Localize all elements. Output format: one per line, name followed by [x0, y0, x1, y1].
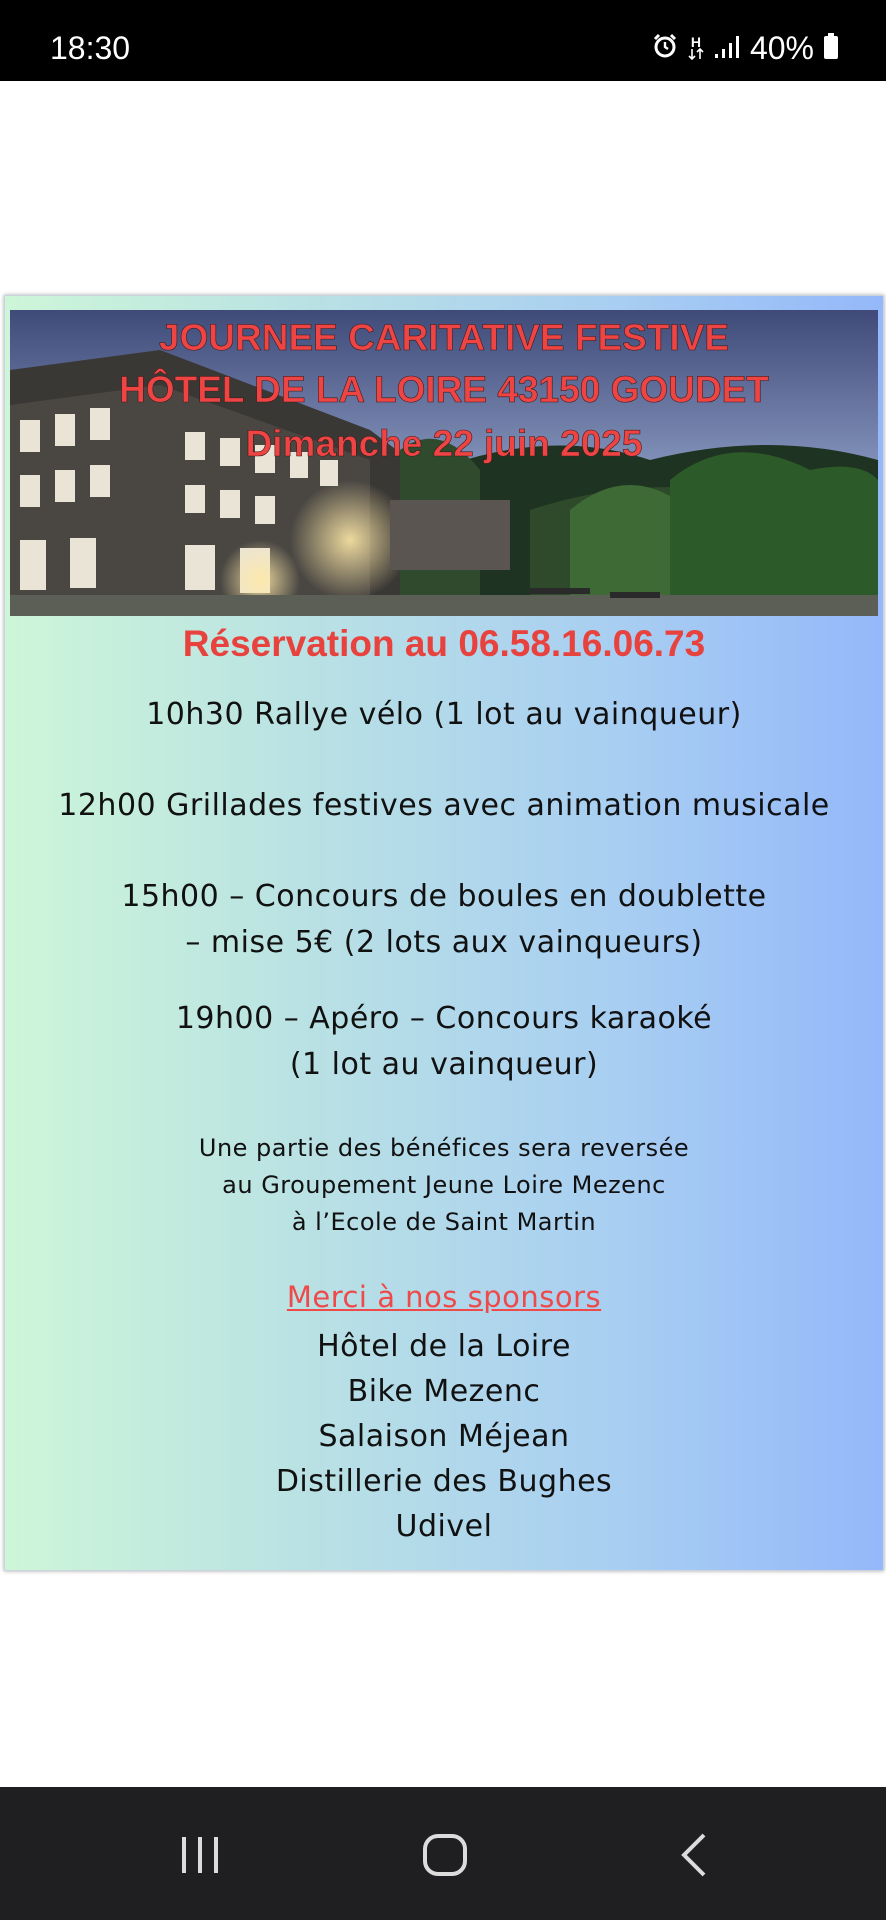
charity-note-line-1: Une partie des bénéfices sera reversée: [198, 1134, 690, 1162]
schedule-item-boules-detail: – mise 5€ (2 lots aux vainqueurs): [185, 925, 703, 960]
event-poster: [4, 295, 884, 1571]
hotel-photo: [10, 310, 878, 616]
back-button[interactable]: [666, 1831, 726, 1879]
signal-icon: [714, 34, 740, 62]
poster-title-line-1: JOURNEE CARITATIVE FESTIVE: [158, 317, 730, 358]
sponsor-item: Salaison Méjean: [318, 1419, 570, 1454]
status-bar: [0, 0, 886, 81]
sponsor-item: Distillerie des Bughes: [275, 1464, 613, 1499]
network-h-icon: H: [688, 36, 704, 61]
sponsor-item: Bike Mezenc: [347, 1374, 541, 1409]
reservation-phone: Réservation au 06.58.16.06.73: [182, 623, 706, 664]
home-button[interactable]: [416, 1831, 476, 1879]
charity-note-line-3: à l’Ecole de Saint Martin: [291, 1208, 597, 1236]
status-icons: [652, 30, 838, 66]
schedule-item-rallye: 10h30 Rallye vélo (1 lot au vainqueur): [146, 697, 742, 732]
recent-apps-icon: [170, 1831, 230, 1879]
schedule-item-grillades: 12h00 Grillades festives avec animation musicale: [58, 788, 830, 823]
navigation-bar: [0, 1787, 886, 1920]
sponsor-item: Hôtel de la Loire: [317, 1329, 571, 1364]
alarm-icon: [652, 33, 678, 63]
battery-icon: [824, 33, 838, 63]
status-time: 18:30: [50, 30, 131, 66]
poster-title-line-2: HÔTEL DE LA LOIRE 43150 GOUDET: [119, 369, 769, 410]
schedule-item-apero-detail: (1 lot au vainqueur): [289, 1047, 599, 1082]
sponsor-item: Udivel: [395, 1509, 493, 1544]
back-chevron-icon: [666, 1831, 726, 1879]
home-icon: [416, 1831, 476, 1879]
schedule-item-apero: 19h00 – Apéro – Concours karaoké: [175, 1001, 713, 1036]
schedule-item-boules: 15h00 – Concours de boules en doublette: [121, 879, 767, 914]
recent-apps-button[interactable]: [170, 1831, 230, 1879]
sponsors-heading: Merci à nos sponsors: [286, 1280, 602, 1314]
battery-percent: 40%: [749, 29, 814, 66]
poster-title-line-3: Dimanche 22 juin 2025: [245, 423, 643, 464]
sponsor-list: [5, 1324, 883, 1549]
charity-note-line-2: au Groupement Jeune Loire Mezenc: [222, 1171, 666, 1199]
